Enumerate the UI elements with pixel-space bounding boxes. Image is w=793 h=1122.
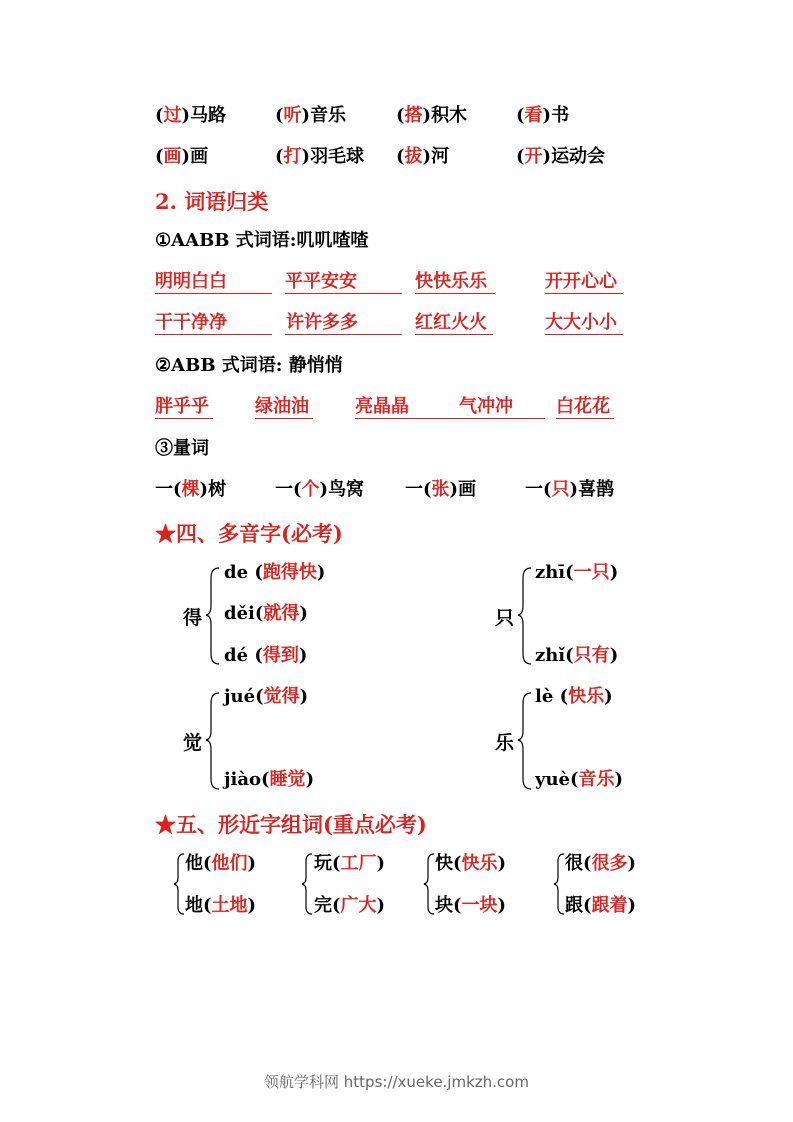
similar-char-item: 完(广大) bbox=[314, 895, 386, 916]
brace-icon bbox=[300, 852, 314, 916]
polyphone-char: 得 bbox=[183, 607, 203, 629]
verb-item: (拔)河 bbox=[396, 146, 450, 167]
similar-char-item: 块(一块) bbox=[435, 895, 507, 916]
abb-word: 亮晶晶 bbox=[355, 396, 427, 419]
polyphone-item: zhǐ(只有) bbox=[535, 645, 619, 666]
brace-icon bbox=[552, 852, 566, 916]
brace-icon bbox=[204, 566, 222, 666]
aabb-word: 红红火火 bbox=[415, 312, 493, 335]
similar-char-item: 很(很多) bbox=[565, 853, 637, 874]
section2-title: 2. 词语归类 bbox=[155, 189, 269, 214]
aabb-word: 干干净净 bbox=[155, 312, 272, 335]
brace-icon bbox=[422, 852, 436, 916]
verb-item: (过)马路 bbox=[155, 105, 227, 126]
verb-item: (开)运动会 bbox=[516, 146, 606, 167]
aabb-label: ①AABB 式词语:叽叽喳喳 bbox=[155, 230, 369, 251]
polyphone-item: jué(觉得) bbox=[224, 686, 309, 707]
verb-item: (打)羽毛球 bbox=[275, 146, 365, 167]
polyphone-item: yuè(音乐) bbox=[535, 769, 624, 790]
polyphone-item: zhī(一只) bbox=[535, 562, 619, 583]
polyphone-char: 只 bbox=[495, 607, 515, 629]
verb-item: (听)音乐 bbox=[275, 105, 347, 126]
polyphone-item: lè (快乐) bbox=[535, 686, 613, 707]
verb-item: (看)书 bbox=[516, 105, 570, 126]
polyphone-item: děi(就得) bbox=[224, 603, 308, 624]
footer-watermark: 领航学科网 https://xueke.jmkzh.com bbox=[264, 1073, 529, 1091]
aabb-word: 平平安安 bbox=[285, 271, 402, 294]
aabb-word: 开开心心 bbox=[545, 271, 623, 294]
similar-char-item: 跟(跟着) bbox=[565, 895, 637, 916]
section4-title: ★四、多音字(必考) bbox=[155, 521, 343, 546]
aabb-word: 明明白白 bbox=[155, 271, 272, 294]
brace-icon bbox=[172, 852, 186, 916]
measure-item: 一(个)鸟窝 bbox=[275, 479, 365, 500]
brace-icon bbox=[516, 691, 534, 791]
polyphone-char: 乐 bbox=[495, 732, 515, 754]
brace-icon bbox=[516, 566, 534, 666]
polyphone-item: dé (得到) bbox=[224, 645, 308, 666]
abb-word: 气冲冲 bbox=[427, 396, 545, 419]
abb-label: ②ABB 式词语: 静悄悄 bbox=[155, 355, 343, 376]
similar-char-item: 玩(工厂) bbox=[314, 853, 386, 874]
abb-word: 绿油油 bbox=[255, 396, 313, 419]
verb-item: (搭)积木 bbox=[396, 105, 468, 126]
measure-item: 一(只)喜鹊 bbox=[525, 479, 615, 500]
measure-label: ③量词 bbox=[155, 438, 209, 459]
measure-item: 一(棵)树 bbox=[155, 479, 227, 500]
similar-char-item: 他(他们) bbox=[185, 853, 257, 874]
polyphone-char: 觉 bbox=[183, 732, 203, 754]
aabb-word: 快快乐乐 bbox=[415, 271, 495, 294]
abb-word: 白花花 bbox=[556, 396, 614, 419]
brace-icon bbox=[204, 691, 222, 791]
polyphone-item: de (跑得快) bbox=[224, 562, 326, 583]
verb-item: (画)画 bbox=[155, 146, 209, 167]
measure-item: 一(张)画 bbox=[405, 479, 477, 500]
similar-char-item: 快(快乐) bbox=[435, 853, 507, 874]
section5-title: ★五、形近字组词(重点必考) bbox=[155, 812, 427, 837]
polyphone-item: jiào(睡觉) bbox=[224, 769, 315, 790]
aabb-word: 大大小小 bbox=[545, 312, 623, 335]
abb-word: 胖乎乎 bbox=[155, 396, 213, 419]
aabb-word: 许许多多 bbox=[285, 312, 402, 335]
similar-char-item: 地(土地) bbox=[185, 895, 257, 916]
